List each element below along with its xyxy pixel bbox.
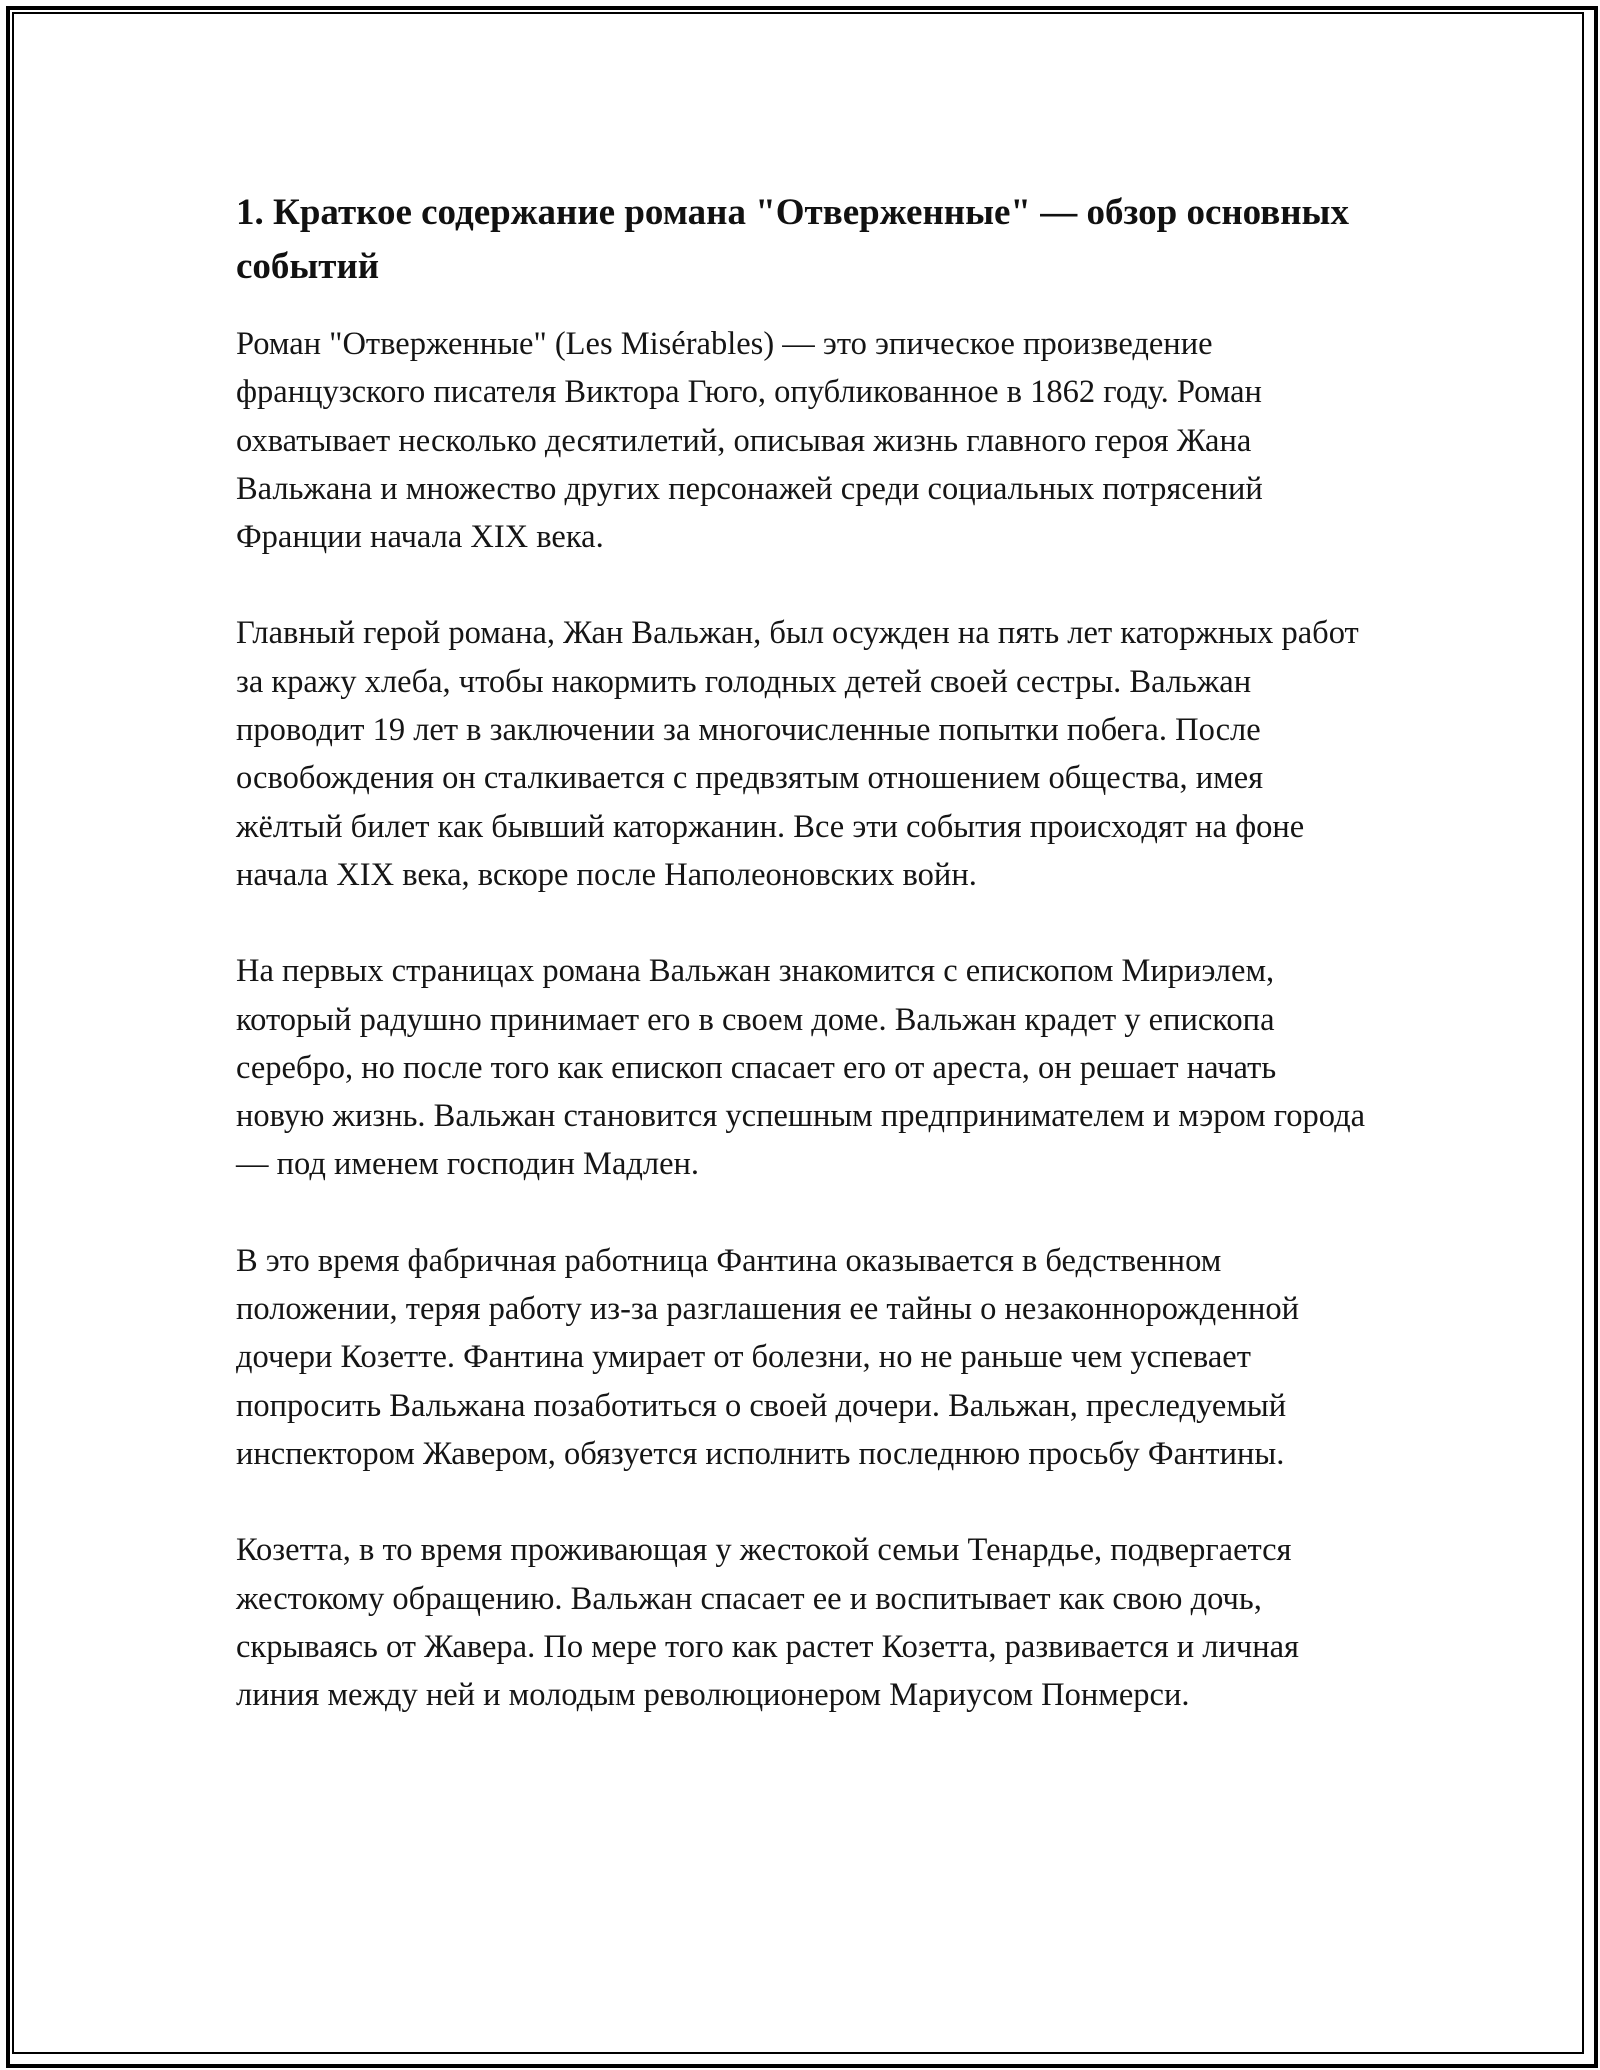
paragraph-fantine: В это время фабричная работница Фантина оказывается в бедственном положении, теряя работу из-за разглашения ее тайны о незаконнорожденной дочери Козетте. Фантина умирает от болезни, но не раньше чем успевает попросить Вальжана позаботиться о своей дочери. Вальжан, преследуемый инспектором Жавером, обязуется исполнить последнюю просьбу Фантины.: [236, 1242, 1299, 1472]
paragraph-cosette: Козетта, в то время проживающая у жестокой семьи Тенардье, подвергается жестокому обращению. Вальжан спасает ее и воспитывает как свою дочь, скрываясь от Жавера. По мере того как растет Козетта, развивается и личная линия между ней и молодым революционером Мариусом Понмерси.: [236, 1532, 1300, 1714]
document-body: [236, 186, 1366, 1767]
paragraph-valjean-prison: Главный герой романа, Жан Вальжан, был осужден на пять лет каторжных работ за кражу хлеба, чтобы накормить голодных детей своей сестры. Вальжан проводит 19 лет в заключении за многочисленные попытки побега. После освобождения он сталкивается с предвзятым отношением общества, имея жёлтый билет как бывший каторжанин. Все эти события происходят на фоне начала XIX века, вскоре после Наполеоновских войн.: [236, 615, 1359, 893]
paragraph-bishop: На первых страницах романа Вальжан знакомится с епископом Мириэлем, который радушно принимает его в своем доме. Вальжан крадет у епископа серебро, но после того как епископ спасает его от ареста, он решает начать новую жизнь. Вальжан становится успешным предпринимателем и мэром города — под именем господин Мадлен.: [236, 953, 1366, 1183]
page-title: 1. Краткое содержание романа "Отверженные" — обзор основных событий: [236, 192, 1349, 287]
paragraph-intro: Роман "Отверженные" (Les Misérables) — это эпическое произведение французского писателя Виктора Гюго, опубликованное в 1862 году. Роман охватывает несколько десятилетий, описывая жизнь главного героя Жана Вальжана и множество других персонажей среди социальных потрясений Франции начала XIX века.: [236, 326, 1263, 556]
